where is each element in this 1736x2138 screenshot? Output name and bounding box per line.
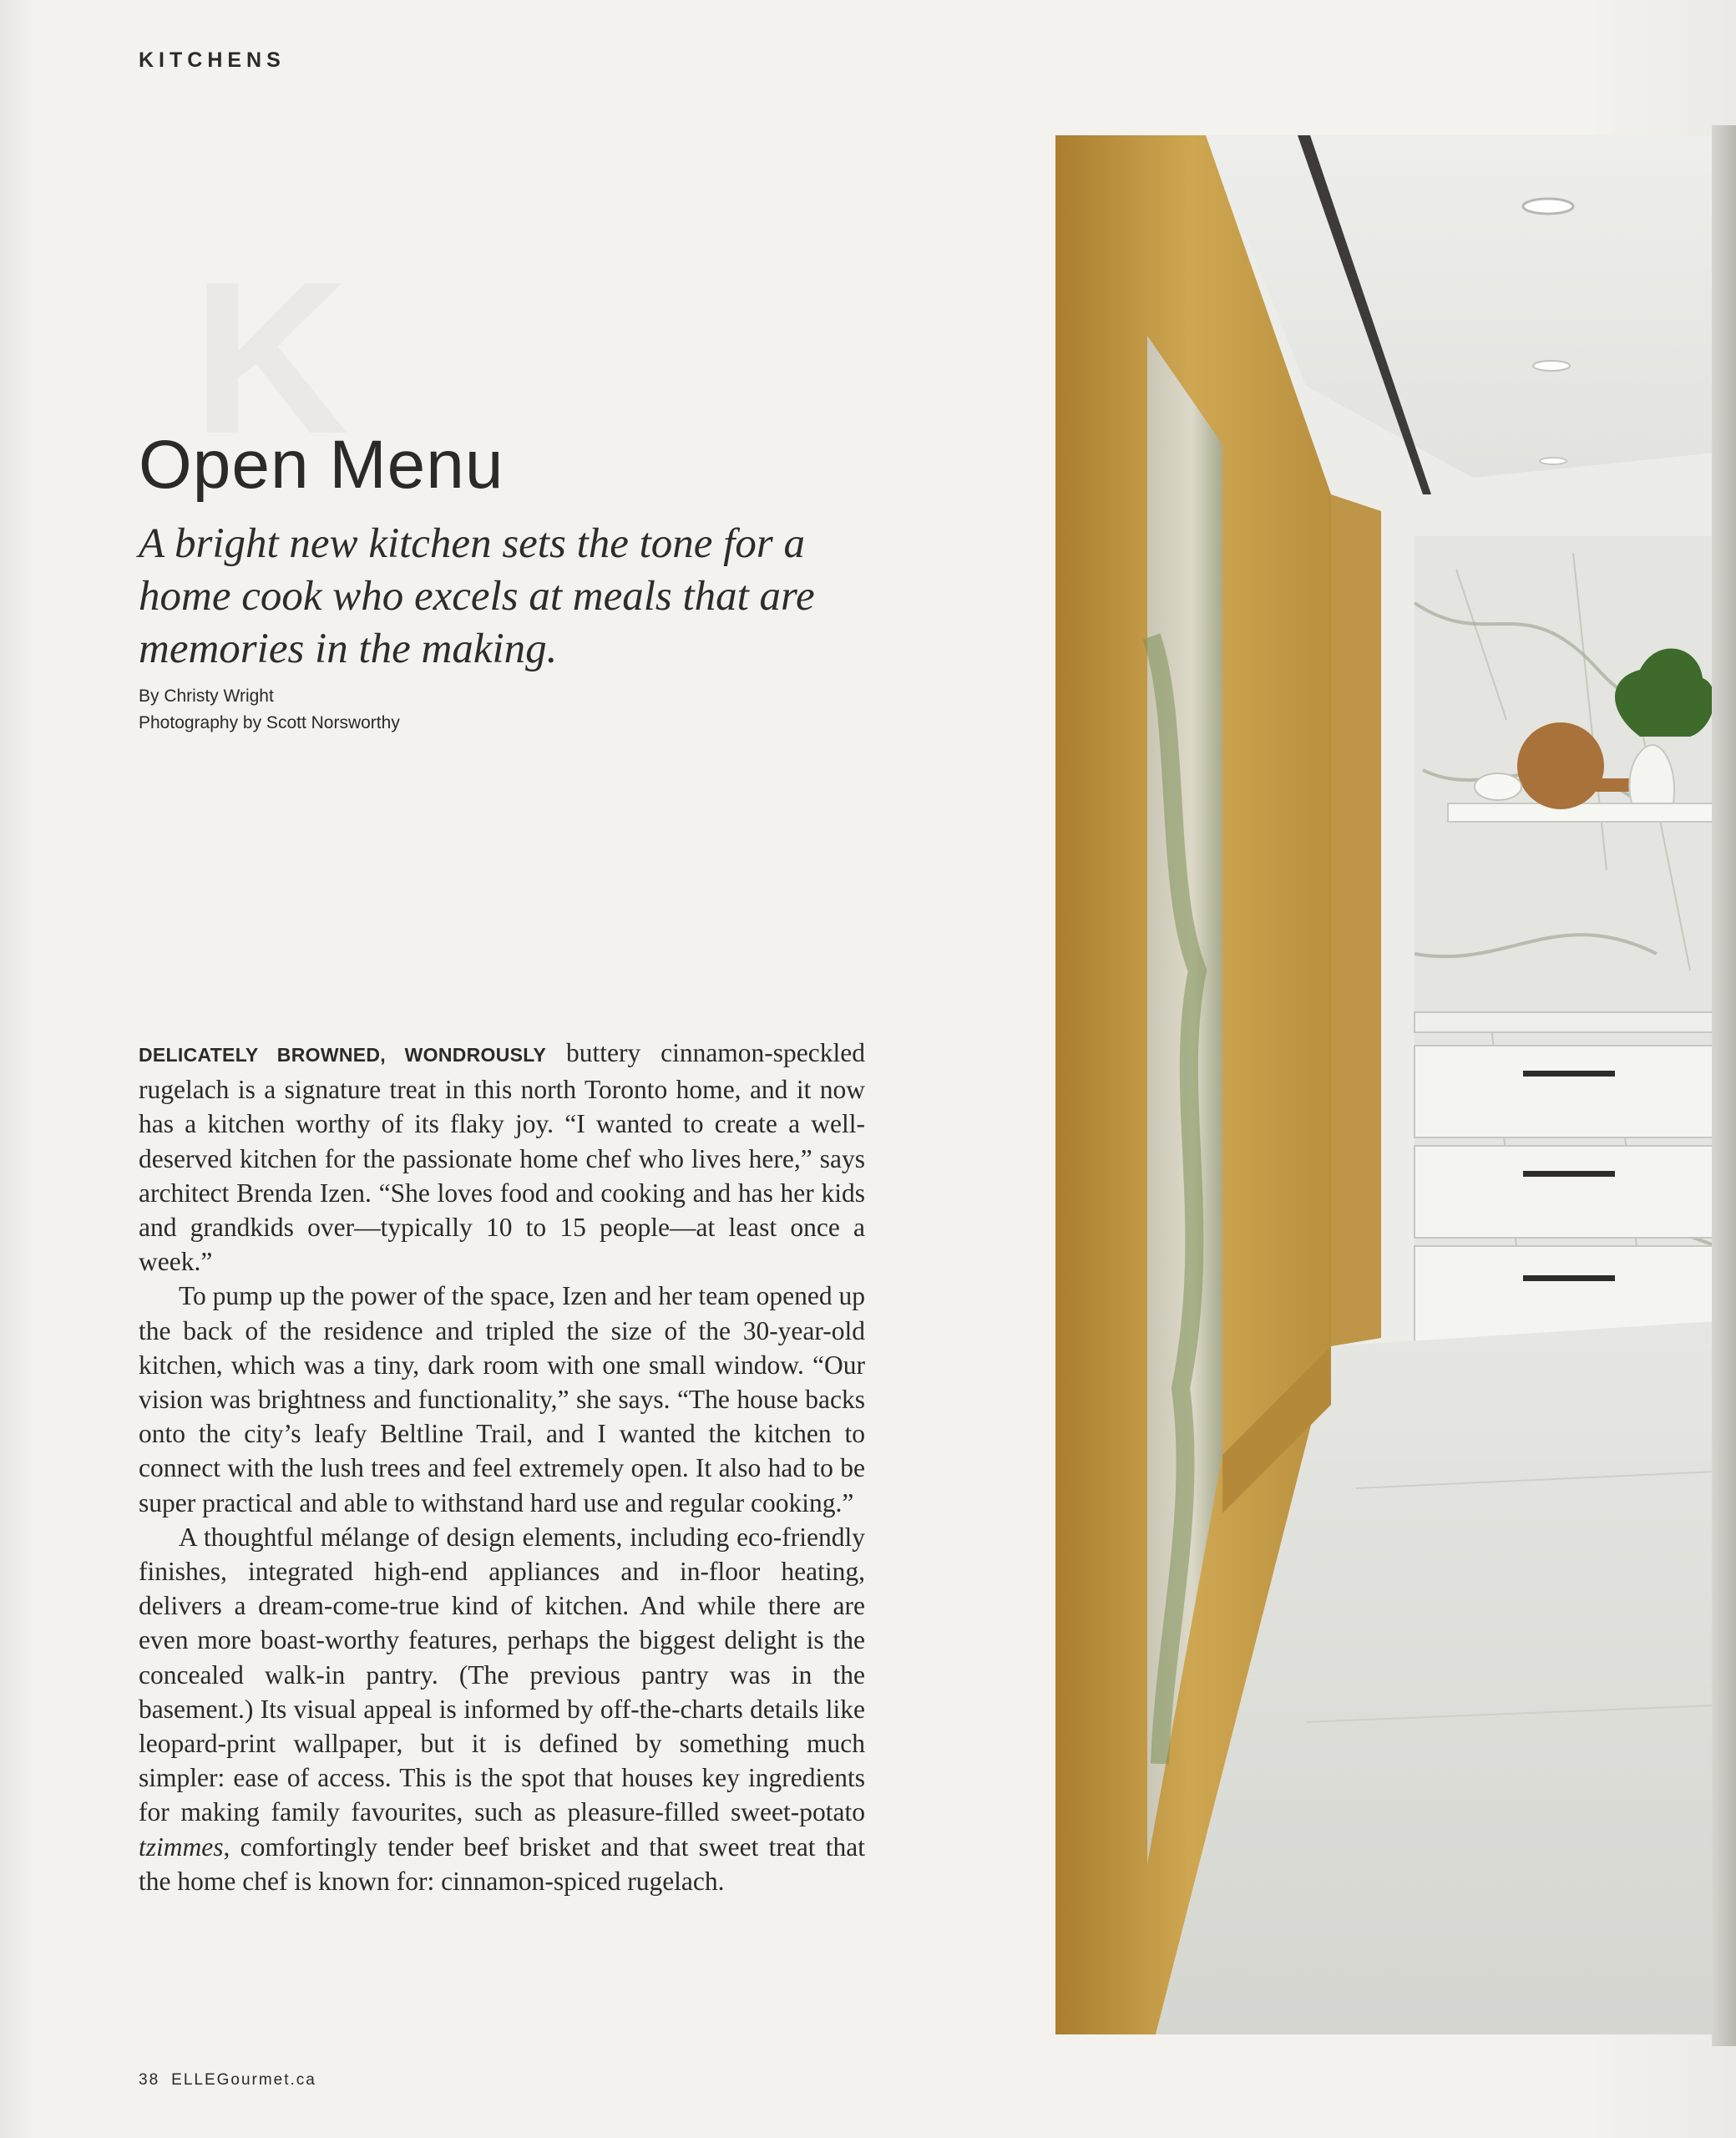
paragraph-3 xyxy=(139,1520,865,1898)
cutting-board xyxy=(1517,722,1604,809)
floating-shelf xyxy=(1448,803,1716,822)
folio xyxy=(139,2071,316,2090)
photo-credit: Photography by Scott Norsworthy xyxy=(139,713,400,732)
paragraph-2: To pump up the power of the space, Izen and her team opened up the back of the residence and tripled the size of the 30-year-old kitchen, which was a tiny, dark room with one small window. “Our vision was brightness and functionality,” she says. “The house backs onto the city’s leafy Beltline Trail, and I wanted the kitchen to connect with the lush trees and feel extremely open. It also had to be super practical and able to withstand hard use and regular cooking.” xyxy=(139,1281,865,1517)
page-number: 38 xyxy=(139,2071,160,2089)
drawer-handle-2 xyxy=(1523,1171,1615,1177)
lead-in: DELICATELY BROWNED, WONDROUSLY xyxy=(139,1044,547,1066)
kitchen-photo xyxy=(1055,135,1716,2034)
drawer-2 xyxy=(1415,1146,1716,1238)
drawer-1 xyxy=(1415,1046,1716,1137)
drawer-handle-1 xyxy=(1523,1071,1615,1077)
stacked-bowls xyxy=(1475,773,1521,800)
byline: By Christy Wright xyxy=(139,686,274,706)
credits xyxy=(139,683,400,737)
article-dek: A bright new kitchen sets the tone for a home cook who excels at meals that are memories in the making. xyxy=(139,520,815,672)
ceiling-light-1 xyxy=(1523,199,1573,214)
countertop xyxy=(1415,1012,1716,1032)
paragraph-3-text-a: A thoughtful mélange of design elements, including eco-friendly finishes, integrated high-end appliances and in-floor heating, delivers a dream-come-true kind of kitchen. And while there are even more boast-worthy features, perhaps the biggest delight is the concealed walk-in pantry. (The previous pantry was in the basement.) Its visual appeal is informed by off-the-charts details like leopard-print wallpaper, but it is defined by something much simpler: ease of access. This is the spot that houses key ingredients for making family favourites, such as pleasure-filled sweet-potato xyxy=(139,1522,865,1827)
drawer-handle-3 xyxy=(1523,1275,1615,1281)
paragraph-1-text: buttery cinnamon-speckled rugelach is a signature treat in this north Toronto home, and it now has a kitchen worthy of its flaky joy. “I wanted to create a well-deserved kitchen for the passionate home chef who lives here,” says architect Brenda Izen. “She loves food and cooking and has her kids and grandkids over—typically 10 to 15 people—at least once a week.” xyxy=(139,1038,865,1277)
section-label: KITCHENS xyxy=(139,48,286,72)
wood-column xyxy=(1331,494,1381,1346)
article-title: Open Menu xyxy=(139,427,504,503)
ceiling-light-2 xyxy=(1533,361,1570,371)
paragraph-3-text-b: , comfortingly tender beef brisket and that sweet treat that the home chef is known for: cinnamon-spiced rugelach. xyxy=(139,1831,865,1896)
site-url: ELLEGourmet.ca xyxy=(171,2071,316,2089)
tzimmes-italic: tzimmes xyxy=(139,1831,224,1862)
article-body xyxy=(139,1036,865,1898)
paragraph-1 xyxy=(139,1036,865,1279)
ceiling-light-3 xyxy=(1540,458,1566,464)
scan-binding-edge xyxy=(1712,125,1736,2046)
